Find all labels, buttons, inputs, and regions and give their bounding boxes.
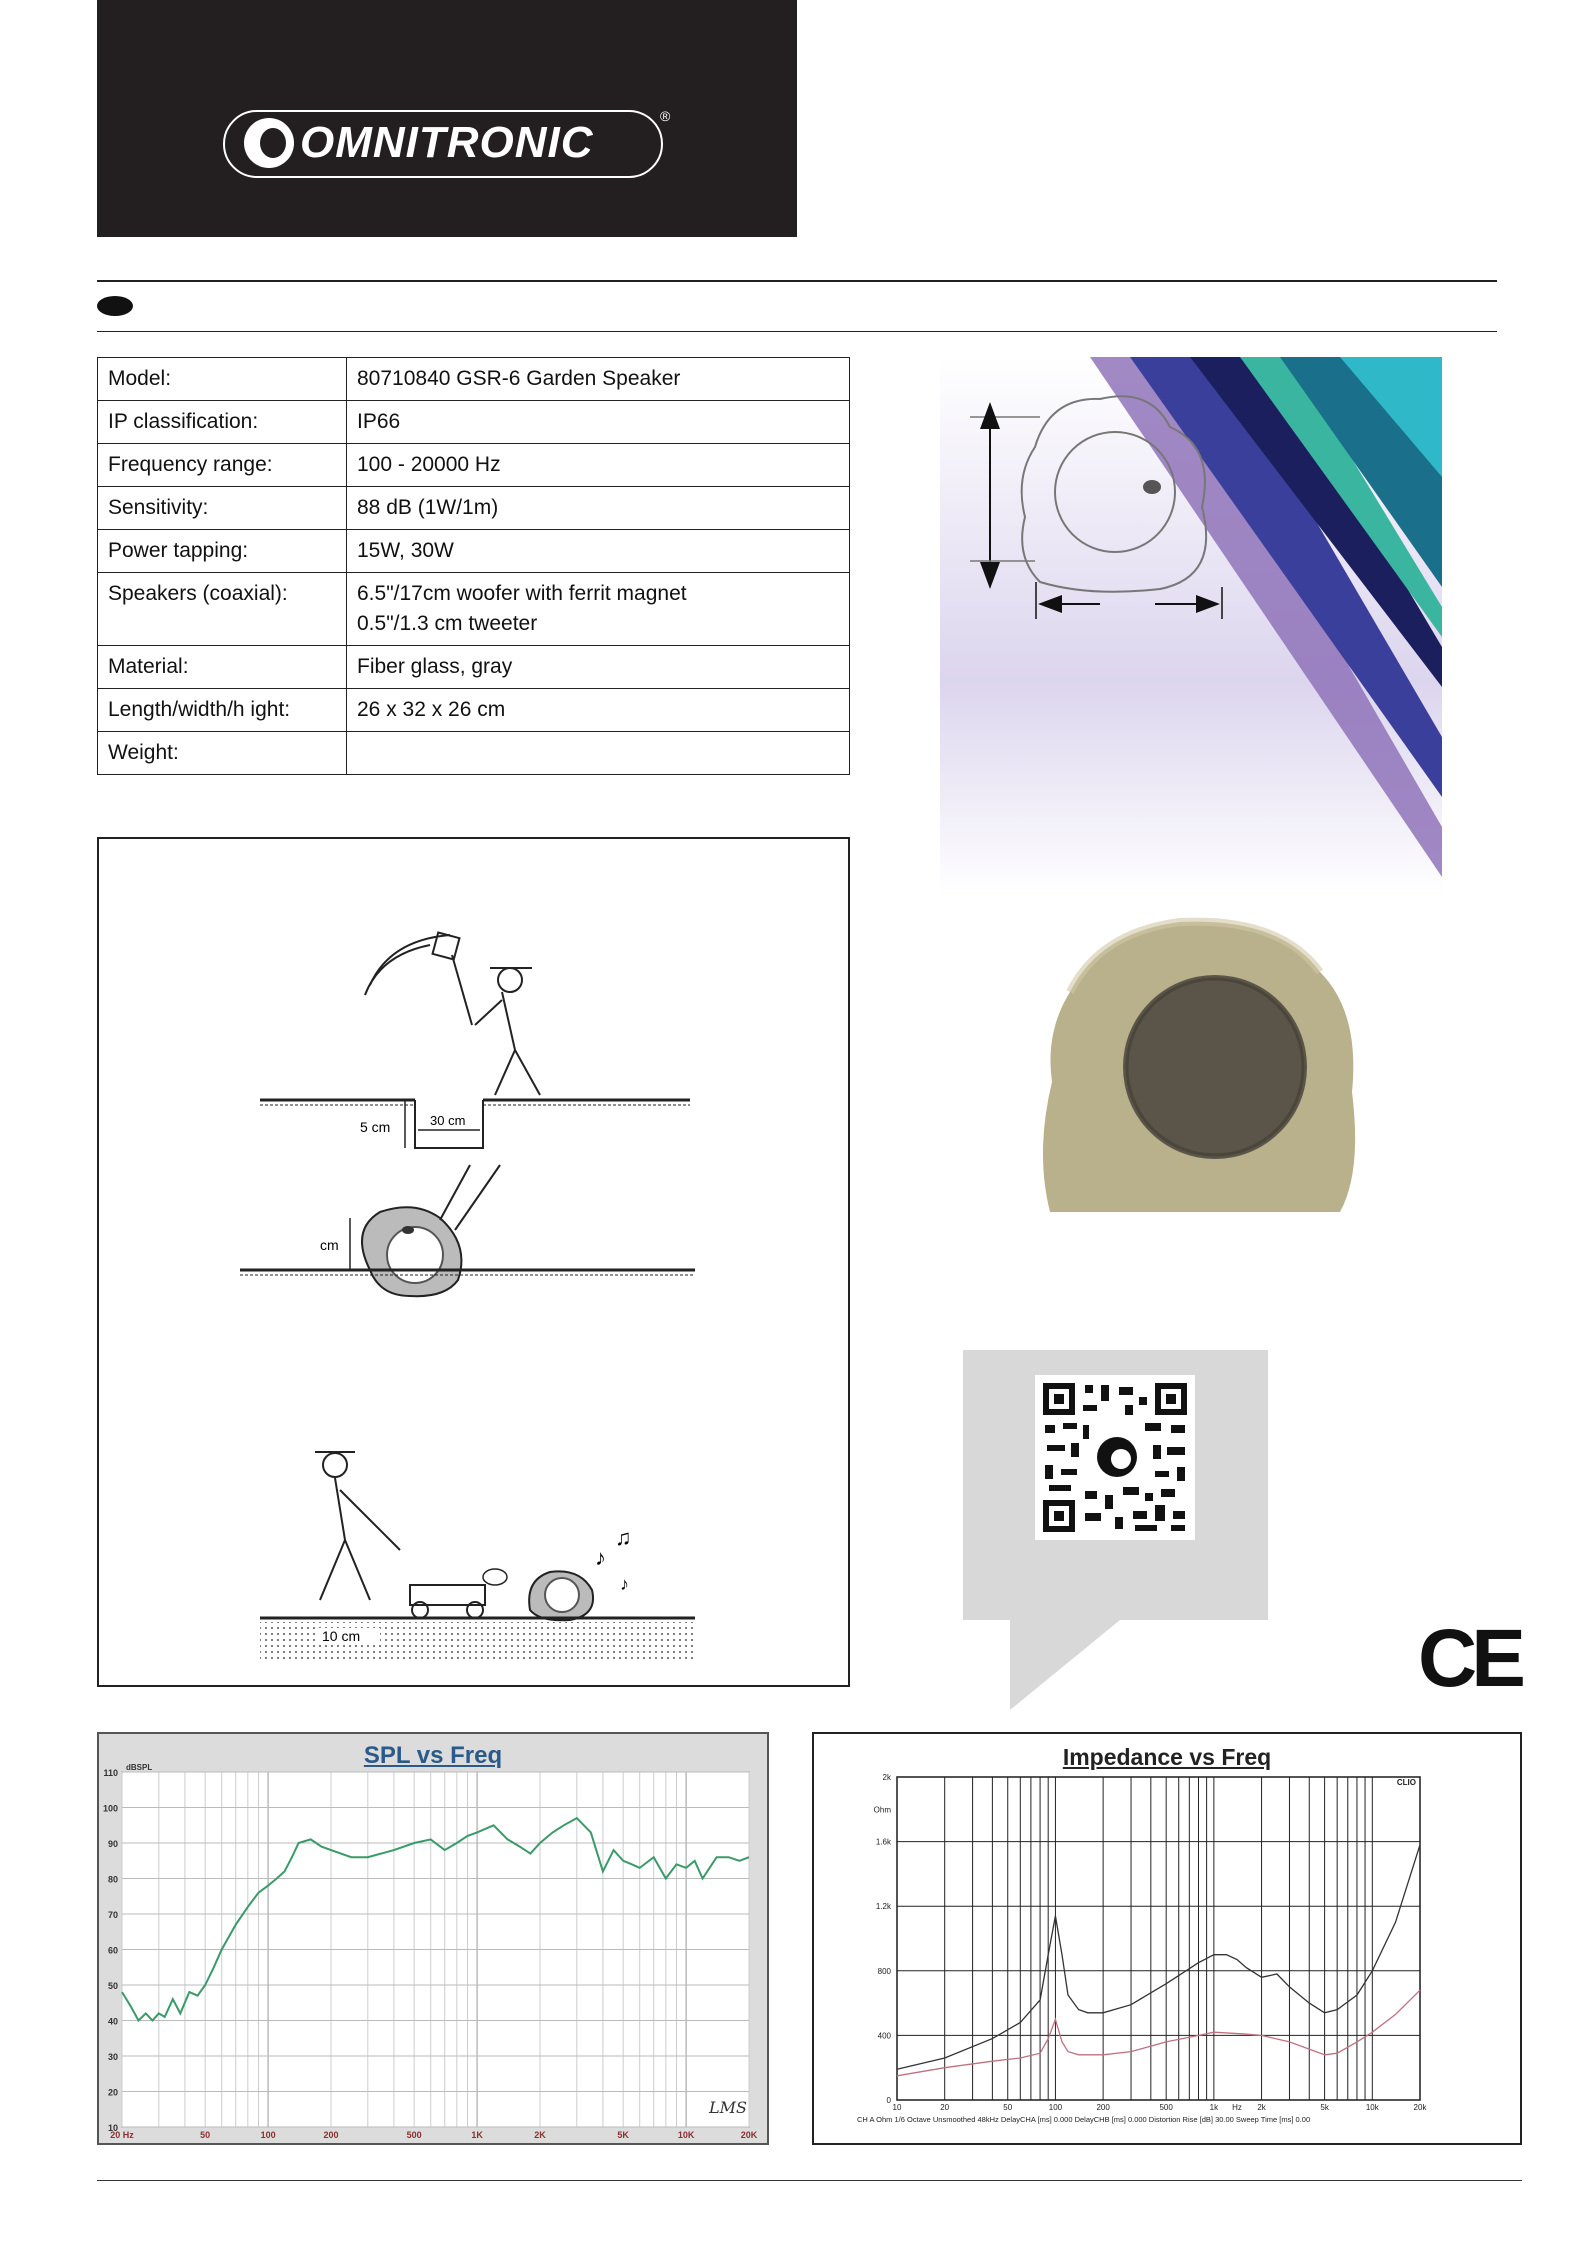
music-note-icon: ♪ — [620, 1574, 629, 1594]
ce-mark: CE — [1418, 1613, 1520, 1704]
impedance-plot-area — [897, 1777, 1420, 2100]
rock-speaker-photo — [1040, 912, 1362, 1217]
music-note-icon: ♫ — [615, 1525, 632, 1550]
dimension-drawing — [940, 357, 1442, 897]
spl-chart-plot — [97, 1732, 769, 2145]
spec-value: 88 dB (1W/1m) — [347, 487, 850, 530]
music-note-icon: ♪ — [595, 1545, 606, 1570]
impedance-x-tick: 200 — [1096, 2103, 1110, 2112]
omnitronic-logo-icon-inner — [260, 128, 286, 158]
qr-panel-pointer — [1010, 1620, 1120, 1710]
spec-row — [98, 444, 850, 487]
spec-value: IP66 — [347, 401, 850, 444]
spec-row — [98, 487, 850, 530]
spl-x-tick: 100 — [260, 2130, 276, 2140]
impedance-x-tick: 5k — [1320, 2103, 1329, 2112]
spec-label: Model: — [98, 358, 347, 401]
brand-name: OMNITRONIC — [300, 118, 594, 167]
impedance-x-tick: 100 — [1048, 2103, 1063, 2112]
impedance-y-tick: 400 — [877, 2031, 891, 2041]
impedance-x-tick: Hz — [1232, 2103, 1242, 2112]
language-badge — [97, 296, 133, 316]
spec-value: 80710840 GSR-6 Garden Speaker — [347, 358, 850, 401]
spec-row — [98, 573, 850, 646]
impedance-corner-label: CLIO — [1396, 1778, 1416, 1787]
spl-x-tick: 20 Hz — [110, 2130, 134, 2140]
impedance-footer: CH A Ohm 1/6 Octave Unsmoothed 48kHz DelayCHA [ms] 0.000 DelayCHB [ms] 0.000 Distortion Rise [dB] 30.00 Sweep Time [ms] 0.00 — [857, 2115, 1311, 2124]
spl-y-tick: 10 — [107, 2123, 118, 2133]
step-dig-illustration — [260, 933, 690, 1148]
divider-top — [97, 280, 1497, 282]
spec-row — [98, 530, 850, 573]
spec-row — [98, 732, 850, 775]
spl-y-tick: 20 — [107, 2087, 118, 2098]
spec-label: Weight: — [98, 732, 347, 775]
impedance-y-tick: 1.6k — [875, 1837, 891, 1847]
impedance-x-tick: 50 — [1003, 2103, 1013, 2112]
spec-label: Sensitivity: — [98, 487, 347, 530]
spec-label: IP classification: — [98, 401, 347, 444]
step-mow-illustration — [260, 1452, 695, 1660]
spec-row — [98, 646, 850, 689]
impedance-y-tick: Ohm — [873, 1805, 891, 1815]
spl-chart-title: SPL vs Freq — [363, 1742, 503, 1769]
spl-y-tick: 60 — [107, 1945, 118, 1956]
impedance-x-tick: 10k — [1365, 2103, 1379, 2112]
divider-second — [97, 331, 1497, 332]
clearance-label: 10 cm — [322, 1628, 361, 1644]
spec-label: Material: — [98, 646, 347, 689]
spec-row — [98, 689, 850, 732]
spl-x-tick: 1K — [471, 2130, 483, 2140]
spec-row — [98, 358, 850, 401]
spec-label: Speakers (coaxial): — [98, 573, 347, 646]
impedance-x-tick: 500 — [1159, 2103, 1173, 2112]
installation-illustrations — [240, 900, 720, 1670]
impedance-x-tick: 20k — [1413, 2103, 1427, 2112]
spec-value — [347, 732, 850, 775]
spec-table — [97, 357, 850, 775]
dig-depth-label: 5 cm — [360, 1119, 391, 1135]
spec-value: 100 - 20000 Hz — [347, 444, 850, 487]
spl-y-tick: 110 — [103, 1768, 118, 1778]
spl-x-tick: 5K — [617, 2130, 629, 2140]
spl-x-tick: 50 — [200, 2130, 211, 2140]
spl-y-label: dBSPL — [126, 1763, 153, 1772]
impedance-x-tick: 10 — [892, 2103, 902, 2112]
spl-y-tick: 90 — [107, 1839, 118, 1849]
spec-value: 6.5"/17cm woofer with ferrit magnet 0.5"/1.3 cm tweeter — [347, 573, 850, 646]
spec-value: 15W, 30W — [347, 530, 850, 573]
impedance-x-tick: 1k — [1209, 2103, 1219, 2112]
registered-mark: ® — [660, 108, 671, 124]
qr-code[interactable] — [1035, 1375, 1195, 1540]
place-height-label: cm — [320, 1237, 339, 1253]
impedance-chart-title: Impedance vs Freq — [1062, 1744, 1272, 1770]
spec-label: Length/width/h ight: — [98, 689, 347, 732]
spec-label: Frequency range: — [98, 444, 347, 487]
spl-watermark: LMS — [709, 2098, 747, 2117]
impedance-x-tick: 2k — [1257, 2103, 1266, 2112]
impedance-y-tick: 2k — [882, 1773, 891, 1782]
divider-bottom — [97, 2180, 1522, 2181]
spl-y-tick: 100 — [102, 1803, 118, 1814]
impedance-y-tick: 800 — [877, 1966, 891, 1976]
spl-y-tick: 70 — [107, 1910, 118, 1920]
spl-x-tick: 500 — [406, 2130, 422, 2140]
spec-value: 26 x 32 x 26 cm — [347, 689, 850, 732]
impedance-y-tick: 0 — [886, 2096, 891, 2105]
spl-x-tick: 2K — [534, 2130, 546, 2140]
impedance-x-tick: 20 — [940, 2103, 950, 2112]
spec-row — [98, 401, 850, 444]
spl-x-tick: 20K — [740, 2130, 758, 2140]
spl-y-tick: 50 — [107, 1981, 118, 1991]
dig-width-label: 30 cm — [430, 1113, 466, 1128]
spl-y-tick: 30 — [107, 2052, 118, 2062]
spec-value: Fiber glass, gray — [347, 646, 850, 689]
spec-label: Power tapping: — [98, 530, 347, 573]
spl-x-tick: 200 — [323, 2130, 339, 2140]
spl-y-tick: 80 — [107, 1874, 118, 1885]
step-place-illustration — [240, 1165, 695, 1296]
impedance-chart-plot — [812, 1732, 1522, 2145]
spl-x-tick: 10K — [677, 2130, 695, 2140]
impedance-y-tick: 1.2k — [875, 1902, 891, 1912]
spl-y-tick: 40 — [107, 2016, 118, 2027]
